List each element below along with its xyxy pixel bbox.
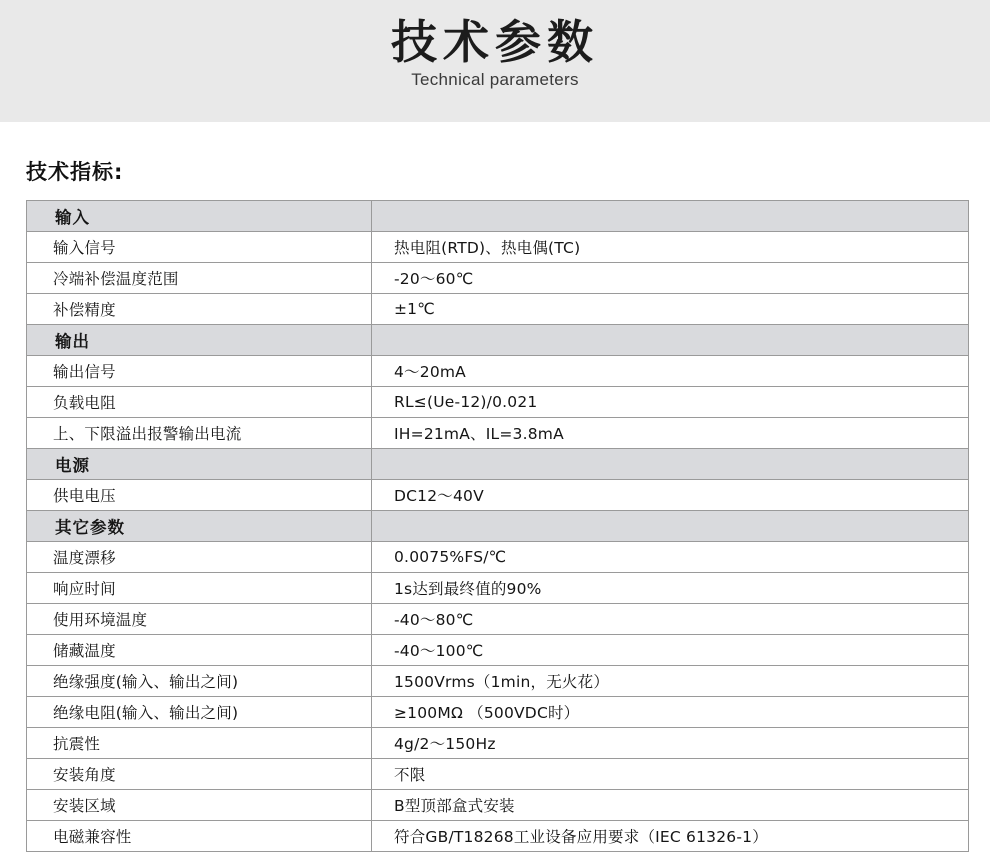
spec-table-row (27, 232, 969, 263)
page-title: 技术参数 (391, 15, 599, 69)
spec-row-label: 输出信号 (27, 356, 372, 387)
spec-table-row (27, 418, 969, 449)
spec-row-label: 电源 (27, 449, 372, 480)
spec-row-label: 绝缘强度(输入、输出之间) (27, 666, 372, 697)
spec-table-row (27, 480, 969, 511)
spec-row-value: B型顶部盒式安装 (372, 790, 969, 821)
spec-row-value: 热电阻(RTD)、热电偶(TC) (372, 232, 969, 263)
spec-row-label: 绝缘电阻(输入、输出之间) (27, 697, 372, 728)
spec-group-row (27, 201, 969, 232)
spec-table-row (27, 604, 969, 635)
spec-row-value (372, 325, 969, 356)
spec-table-row (27, 387, 969, 418)
spec-row-value: ≥100MΩ （500VDC时） (372, 697, 969, 728)
spec-row-label: 负载电阻 (27, 387, 372, 418)
spec-table-row (27, 821, 969, 852)
spec-row-label: 抗震性 (27, 728, 372, 759)
spec-table-row (27, 697, 969, 728)
spec-row-value: RL≤(Ue-12)/0.021 (372, 387, 969, 418)
spec-table-wrapper (26, 200, 968, 852)
spec-table (26, 200, 969, 852)
spec-group-row (27, 449, 969, 480)
spec-table-row (27, 666, 969, 697)
spec-table-row (27, 263, 969, 294)
spec-row-value (372, 511, 969, 542)
page-subtitle: Technical parameters (411, 70, 579, 90)
spec-row-label: 温度漂移 (27, 542, 372, 573)
spec-table-row (27, 790, 969, 821)
spec-row-value: 4g/2～150Hz (372, 728, 969, 759)
spec-row-label: 安装区域 (27, 790, 372, 821)
spec-row-label: 上、下限溢出报警输出电流 (27, 418, 372, 449)
spec-table-row (27, 728, 969, 759)
page-header (0, 0, 990, 122)
spec-row-value: 4～20mA (372, 356, 969, 387)
spec-group-row (27, 325, 969, 356)
spec-row-label: 使用环境温度 (27, 604, 372, 635)
spec-row-value (372, 449, 969, 480)
spec-row-label: 冷端补偿温度范围 (27, 263, 372, 294)
spec-row-value: 0.0075%FS/℃ (372, 542, 969, 573)
spec-row-value: -40～80℃ (372, 604, 969, 635)
spec-row-value: ±1℃ (372, 294, 969, 325)
spec-table-row (27, 294, 969, 325)
spec-row-value: DC12～40V (372, 480, 969, 511)
spec-table-row (27, 573, 969, 604)
spec-row-value: 1500Vrms（1min，无火花） (372, 666, 969, 697)
spec-row-label: 安装角度 (27, 759, 372, 790)
spec-row-label: 其它参数 (27, 511, 372, 542)
spec-row-value: 符合GB/T18268工业设备应用要求（IEC 61326-1） (372, 821, 969, 852)
spec-group-row (27, 511, 969, 542)
spec-row-value: 1s达到最终值的90% (372, 573, 969, 604)
spec-row-value: -40～100℃ (372, 635, 969, 666)
spec-row-value (372, 201, 969, 232)
spec-row-label: 输入 (27, 201, 372, 232)
spec-row-label: 输入信号 (27, 232, 372, 263)
spec-row-value: 不限 (372, 759, 969, 790)
section-title: 技术指标: (26, 160, 124, 184)
spec-row-value: -20～60℃ (372, 263, 969, 294)
spec-row-label: 补偿精度 (27, 294, 372, 325)
spec-table-row (27, 759, 969, 790)
spec-table-row (27, 635, 969, 666)
spec-row-label: 输出 (27, 325, 372, 356)
spec-row-label: 供电电压 (27, 480, 372, 511)
spec-table-row (27, 542, 969, 573)
spec-row-label: 电磁兼容性 (27, 821, 372, 852)
spec-row-label: 储藏温度 (27, 635, 372, 666)
spec-table-row (27, 356, 969, 387)
spec-row-label: 响应时间 (27, 573, 372, 604)
spec-row-value: IH=21mA、IL=3.8mA (372, 418, 969, 449)
